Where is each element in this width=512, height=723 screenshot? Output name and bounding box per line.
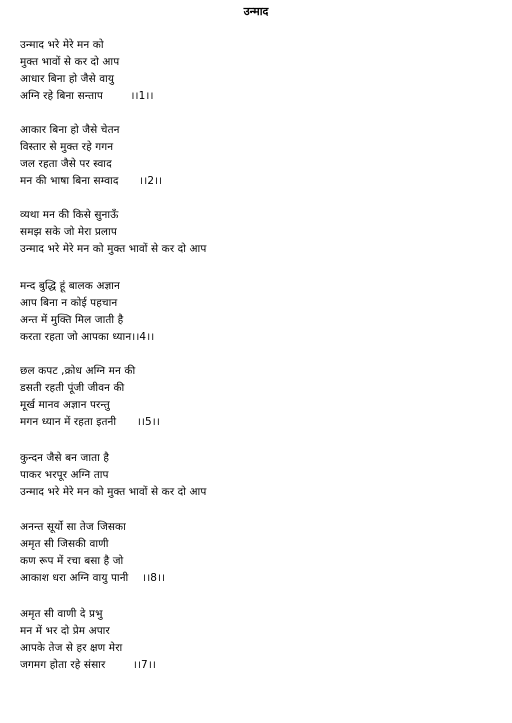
poem-line: अमृत सी वाणी दे प्रभु: [20, 608, 103, 620]
poem-line: मगन ध्यान में रहता इतनी ।।5।।: [20, 416, 160, 428]
poem-line: छल कपट ,क्रोध अग्नि मन की: [20, 365, 136, 377]
poem-line: आप बिना न कोई पहचान: [20, 297, 118, 309]
poem-line: मन्द बुद्धि हूं बालक अज्ञान: [20, 280, 120, 292]
poem-line: समझ सके जो मेरा प्रलाप: [20, 226, 117, 238]
poem-line: जगमग होता रहे संसार ।।7।।: [20, 659, 156, 671]
poem-line: डसती रहती पूंजी जीवन की: [20, 382, 125, 394]
poem-line: मन में भर दो प्रेम अपार: [20, 625, 110, 637]
poem-line: करता रहता जो आपका ध्यान।।4।।: [20, 331, 155, 343]
stanza-7: [20, 519, 500, 587]
poem-line: मुक्त भावों से कर दो आप: [20, 56, 120, 68]
stanza-8: [20, 606, 500, 674]
poem-title: उन्माद: [243, 5, 269, 18]
poem-line: कण रूप में रचा बसा है जो: [20, 555, 124, 567]
poem-line: उन्माद भरे मेरे मन को मुक्त भावों से कर दो आप: [20, 486, 207, 498]
poem-line: मन की भाषा बिना सम्वाद ।।2।।: [20, 175, 163, 187]
poem-line: विस्तार से मुक्त रहे गगन: [20, 141, 114, 153]
poem-line: आकाश धरा अग्नि वायु पानी ।।8।।: [20, 572, 166, 584]
poem-line: आधार बिना हो जैसे वायु: [20, 73, 115, 85]
stanza-4: [20, 278, 500, 346]
poem-line: जल रहता जैसे पर स्वाद: [20, 158, 112, 170]
poem-line: व्यथा मन की किसे सुनाऊँ: [20, 209, 119, 221]
stanza-6: [20, 450, 500, 501]
stanza-5: [20, 363, 500, 431]
stanza-2: [20, 122, 500, 190]
poem-line: अनन्त सूर्यो सा तेज जिसका: [20, 521, 126, 533]
poem-line: पाकर भरपूर अग्नि ताप: [20, 469, 109, 481]
poem-line: उन्माद भरे मेरे मन को: [20, 39, 104, 51]
poem-line: अन्त में मुक्ति मिल जाती है: [20, 314, 124, 326]
poem-line: अमृत सी जिसकी वाणी: [20, 538, 109, 550]
poem-line: आकार बिना हो जैसे चेतन: [20, 124, 120, 136]
stanza-3: [20, 207, 500, 258]
poem-line: आपके तेज से हर क्षण मेरा: [20, 642, 123, 654]
poem-line: मूर्ख मानव अज्ञान परन्तु: [20, 399, 110, 411]
poem-line: कुन्दन जैसे बन जाता है: [20, 452, 110, 464]
poem-line: अग्नि रहे बिना सन्ताप ।।1।।: [20, 90, 154, 102]
poem-line: उन्माद भरे मेरे मन को मुक्त भावों से कर दो आप: [20, 243, 207, 255]
stanza-1: [20, 37, 500, 105]
